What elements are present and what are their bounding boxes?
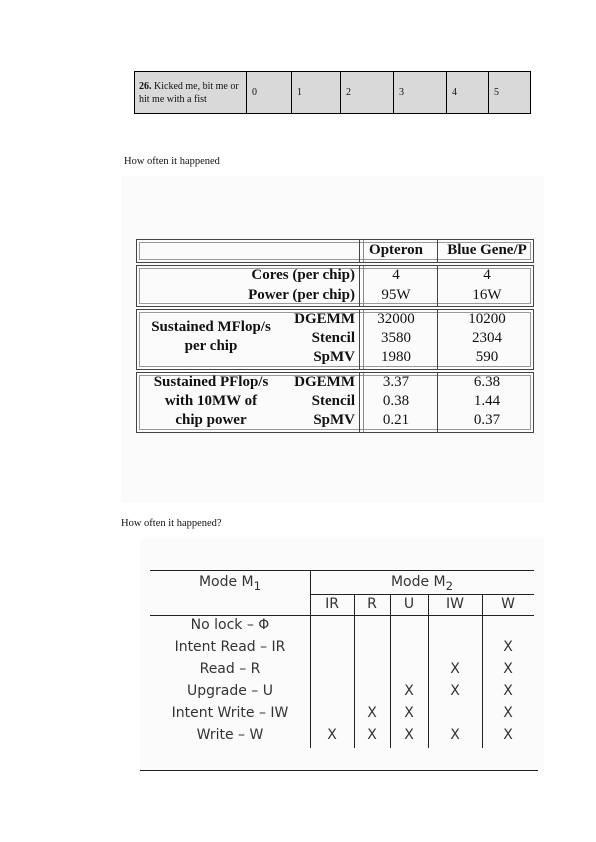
lock-col-header: IR <box>325 596 339 612</box>
perf-header <box>136 239 534 263</box>
mflop-bluegene: 10200 <box>468 311 506 327</box>
option-5: 5 <box>489 72 531 114</box>
perf-spec-block <box>136 265 534 307</box>
option-0: 0 <box>247 72 292 114</box>
mode-m2-header: Mode $M_2$ <box>390 574 454 593</box>
pflop-bluegene: 1.44 <box>473 393 501 409</box>
spec-opteron: 4 <box>392 267 400 283</box>
lock-conflict-mark: X <box>503 639 513 655</box>
kernel-label: SpMV <box>313 412 355 428</box>
lock-col-header: W <box>501 596 515 612</box>
lock-conflict-mark: X <box>404 727 414 743</box>
perf-mflop-block <box>136 309 534 370</box>
option-2: 2 <box>341 72 394 114</box>
kernel-label: Stencil <box>311 393 355 409</box>
caption-1: How often it happened <box>124 156 220 167</box>
question-text: Kicked me, bit me or hit me with a fist <box>139 80 239 105</box>
lock-col-header: U <box>403 596 415 612</box>
mflop-bluegene: 2304 <box>472 330 502 346</box>
lock-conflict-mark: X <box>450 661 460 677</box>
pflop-bluegene: 0.37 <box>473 412 501 428</box>
lock-row-label: Intent Read – IR <box>174 639 286 655</box>
option-3: 3 <box>394 72 447 114</box>
lock-row-label: Upgrade – U <box>186 683 273 699</box>
lock-compatibility-figure <box>140 538 544 770</box>
pflop-opteron: 0.38 <box>382 393 410 409</box>
lock-conflict-mark: X <box>503 705 513 721</box>
option-4: 4 <box>447 72 489 114</box>
lock-conflict-mark: X <box>450 683 460 699</box>
pflop-opteron: 0.21 <box>382 412 410 428</box>
lock-conflict-mark: X <box>503 661 513 677</box>
lock-col-header: IW <box>446 596 464 612</box>
lock-row-label: Write – W <box>196 727 264 743</box>
lock-conflict-mark: X <box>503 683 513 699</box>
question-cell <box>135 72 247 114</box>
lock-conflict-mark: X <box>404 705 414 721</box>
lock-conflict-mark: X <box>450 727 460 743</box>
lock-col-header: R <box>367 596 377 612</box>
kernel-label: SpMV <box>313 349 355 365</box>
spec-opteron: 95W <box>381 287 411 303</box>
bottom-rule <box>140 770 538 771</box>
lock-conflict-mark: X <box>367 727 377 743</box>
spec-bluegene: 16W <box>472 287 502 303</box>
kernel-label: DGEMM <box>294 374 355 390</box>
caption-2: How often it happened? <box>121 518 222 529</box>
spec-label: Power (per chip) <box>248 287 355 303</box>
lock-row-label: No lock – Φ <box>190 617 270 633</box>
kernel-label: DGEMM <box>294 311 355 327</box>
spec-row <box>137 286 533 305</box>
pflop-bluegene: 6.38 <box>473 374 501 390</box>
lock-conflict-mark: X <box>327 727 337 743</box>
mflop-metric-label: Sustained MFlop/s per chip <box>151 319 271 354</box>
mflop-opteron: 1980 <box>381 349 411 365</box>
pflop-opteron: 3.37 <box>382 374 410 390</box>
performance-table-figure <box>121 176 544 503</box>
survey-question-table <box>134 71 531 114</box>
lock-row-label: Read – R <box>199 661 261 677</box>
perf-pflop-block <box>136 372 534 433</box>
mflop-opteron: 32000 <box>377 311 415 327</box>
kernel-label: Stencil <box>311 330 355 346</box>
pflop-metric-label: Sustained PFlop/s with 10MW of chip power <box>153 374 269 428</box>
lock-conflict-mark: X <box>503 727 513 743</box>
option-1: 1 <box>292 72 341 114</box>
question-number: 26. <box>139 80 152 92</box>
mode-m1-header: Mode $M_1$ <box>198 574 262 593</box>
spec-bluegene: 4 <box>483 267 491 283</box>
mflop-opteron: 3580 <box>381 330 411 346</box>
lock-conflict-mark: X <box>404 683 414 699</box>
spec-row <box>137 266 533 285</box>
survey-row <box>135 72 531 114</box>
mflop-bluegene: 590 <box>475 349 499 365</box>
header-opteron: Opteron <box>369 242 423 258</box>
lock-conflict-mark: X <box>367 705 377 721</box>
spec-label: Cores (per chip) <box>251 267 355 283</box>
lock-row-label: Intent Write – IW <box>171 705 289 721</box>
header-bluegene: Blue Gene/P <box>447 242 527 258</box>
